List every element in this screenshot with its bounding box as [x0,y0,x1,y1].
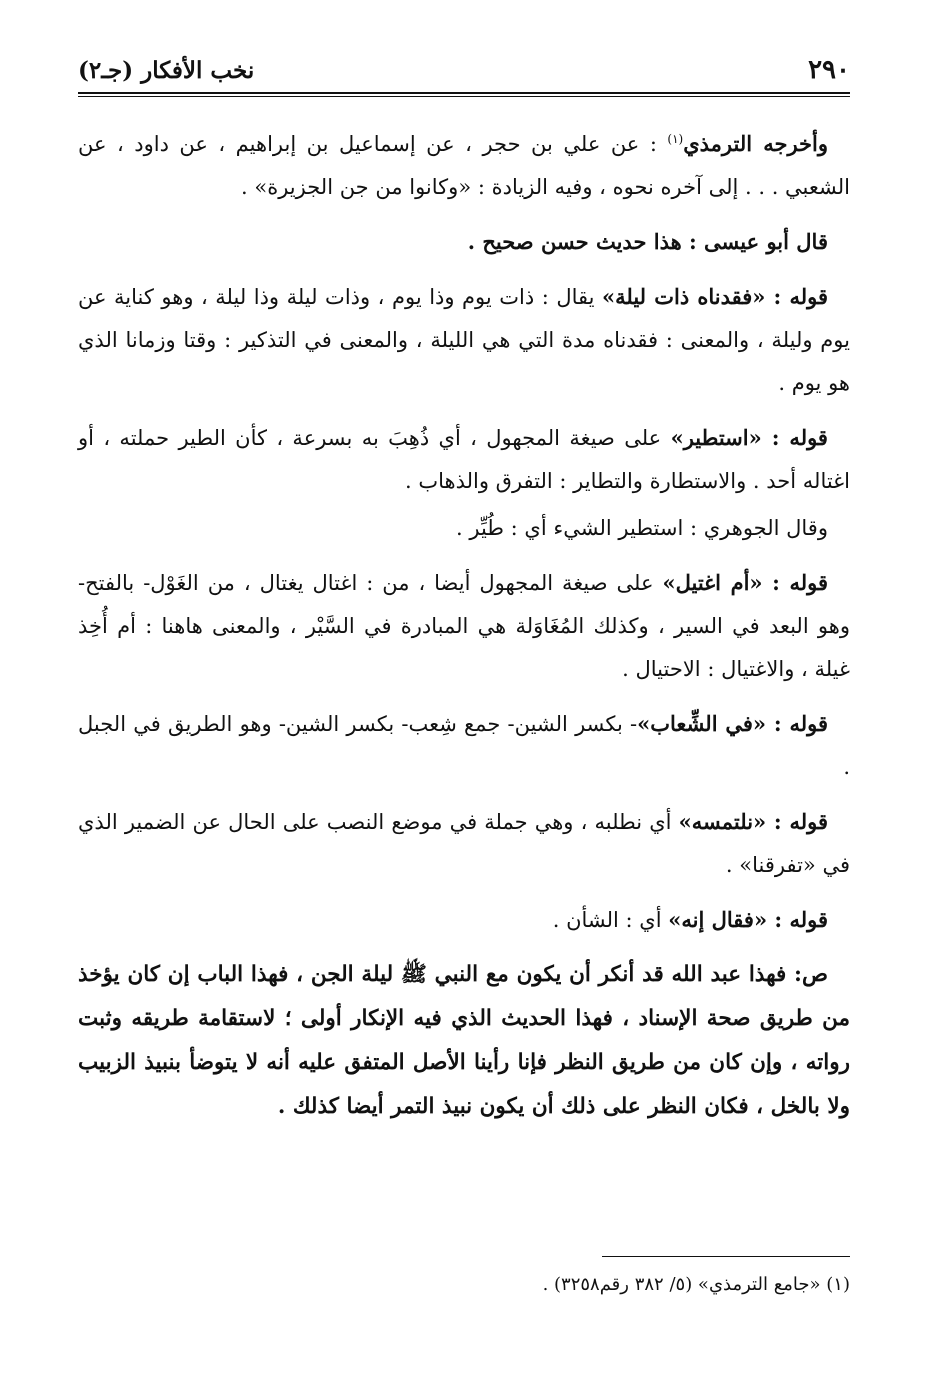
page-header [78,50,850,90]
paragraph-shiab [78,702,850,789]
paragraph-lead: قوله : «فقدناه ذات ليلة» [601,284,828,309]
paragraph-text: أي نطلبه ، وهي جملة في موضع النصب على الحال عن الضمير الذي في «تفرقنا» . [78,810,850,877]
paragraph-lead: قوله : «نلتمسه» [678,809,828,834]
paragraph-lead: وأخرجه الترمذي [683,131,828,156]
page-number: ٢٩٠ [808,55,850,85]
paragraph-text: : عن علي بن حجر ، عن إسماعيل بن إبراهيم ، عن داود ، عن الشعبي . . . إلى آخره نحوه ، وفيه الزيادة : «وكانوا من جن الجزيرة» . [78,132,850,199]
book-page [78,0,850,1378]
paragraph-faqadnahu [78,275,850,405]
paragraph-text: أي : الشأن . [552,908,662,932]
paragraph-lead: قوله : «فقال إنه» [668,907,828,932]
paragraph-ightil [78,561,850,691]
footnote-reference: (١) [667,132,684,146]
paragraph-naltamisuhu [78,800,850,887]
paragraph-lead: قال أبو عيسى : هذا حديث حسن صحيح . [467,229,828,254]
paragraph-abu-isa [78,220,850,264]
running-title: نخب الأفكار (جـ٢) [78,56,255,84]
paragraph-lead: قوله : «أم اغتيل» [662,570,828,595]
header-rule [78,92,850,97]
paragraph-tirmidhi [78,122,850,209]
paragraph-jawhari [78,507,850,550]
paragraph-text: يقال : ذات يوم وذا يوم ، وذات ليلة وذا ليلة ، وهو كناية عن يوم وليلة ، والمعنى : فقدناه مدة التي هي الليلة ، والمعنى في التذكير : وقتا وزمانا الذي هو يوم . [78,285,850,395]
footnote-rule [602,1256,850,1257]
paragraph-lead: قوله : «في الشِّعاب» [637,711,828,736]
paragraph-text: وقال الجوهري : استطير الشيء أي : طُيِّر . [456,516,828,540]
matn-passage: ص: فهذا عبد الله قد أنكر أن يكون مع النبي ﷺ ليلة الجن ، فهذا الباب إن كان يؤخذ من طريق صحة الإسناد ، فهذا الحديث الذي فيه الإنكار أولى ؛ لاستقامة طريقه وثبت رواته ، وإن كان من طريق النظر فإنا رأينا الأصل المتفق عليه أنه لا يتوضأ بنبيذ الزبيب ولا بالخل ، فكان النظر على ذلك أن يكون نبيذ التمر أيضا كذلك . [78,962,850,1119]
paragraph-lead: قوله : «استطير» [670,425,828,450]
paragraph-ustutira [78,416,850,503]
paragraph-faqala [78,898,850,942]
body-text [78,122,850,1140]
footnote: (١) «جامع الترمذي» (٥/ ٣٨٢ رقم٣٢٥٨) . [542,1274,850,1295]
paragraph-text: على صيغة المجهول أيضا ، من : اغتال يغتال ، من الغَوْل- بالفتح- وهو البعد في السير ، وكذلك المُغَاوَلة هي المبادرة في السَّيْر ، والمعنى هاهنا : أم أُخِذ غيلة ، والاغتيال : الاحتيال . [78,571,850,681]
paragraph-text: - بكسر الشين- جمع شِعب- بكسر الشين- وهو الطريق في الجبل . [78,712,850,779]
paragraph-text: على صيغة المجهول ، أي ذُهِبَ به بسرعة ، كأن الطير حملته ، أو اغتاله أحد . والاستطارة والتطاير : التفرق والذهاب . [78,426,850,493]
